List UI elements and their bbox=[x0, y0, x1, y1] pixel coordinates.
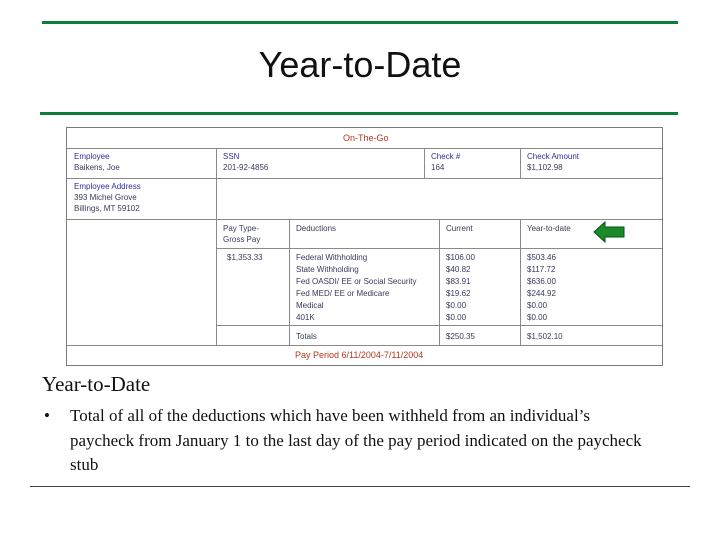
deduction-current: $106.00 bbox=[446, 253, 475, 262]
title-underline-rule bbox=[40, 112, 678, 115]
bullet-icon: • bbox=[44, 406, 50, 425]
deduction-current: $0.00 bbox=[446, 301, 467, 310]
stub-line bbox=[67, 148, 662, 149]
stub-line bbox=[520, 148, 521, 178]
employee-value: Baikens, Joe bbox=[74, 163, 120, 172]
deduction-current: $19.62 bbox=[446, 289, 471, 298]
bottom-rule bbox=[30, 486, 690, 487]
ssn-value: 201-92-4856 bbox=[223, 163, 269, 172]
stub-line bbox=[289, 219, 290, 345]
deduction-name: Federal Withholding bbox=[296, 253, 368, 262]
ssn-label: SSN bbox=[223, 152, 240, 161]
deduction-current: $83.91 bbox=[446, 277, 471, 286]
current-label: Current bbox=[446, 224, 473, 233]
deduction-name: Fed OASDI/ EE or Social Security bbox=[296, 277, 417, 286]
stub-line bbox=[216, 148, 217, 178]
stub-line bbox=[67, 345, 662, 346]
stub-line bbox=[216, 178, 217, 345]
page-title: Year-to-Date bbox=[258, 44, 462, 85]
pay-period: Pay Period 6/11/2004-7/11/2004 bbox=[295, 350, 424, 360]
deduction-current: $40.82 bbox=[446, 265, 471, 274]
check-number-value: 164 bbox=[431, 163, 445, 172]
gross-pay-value: $1,353.33 bbox=[227, 253, 263, 262]
totals-current: $250.35 bbox=[446, 332, 475, 341]
totals-label: Totals bbox=[296, 332, 317, 341]
arrow-left-icon bbox=[592, 220, 626, 244]
totals-ytd: $1,502.10 bbox=[527, 332, 563, 341]
stub-line bbox=[67, 178, 662, 179]
stub-line bbox=[439, 219, 440, 345]
address-line-1: 393 Michel Grove bbox=[74, 193, 137, 202]
address-label: Employee Address bbox=[74, 182, 141, 191]
deductions-label: Deductions bbox=[296, 224, 337, 233]
deduction-current: $0.00 bbox=[446, 313, 467, 322]
check-number-label: Check # bbox=[431, 152, 461, 161]
section-heading: Year-to-Date bbox=[42, 372, 151, 396]
deduction-ytd: $117.72 bbox=[527, 265, 556, 274]
deduction-name: 401K bbox=[296, 313, 315, 322]
deduction-ytd: $244.92 bbox=[527, 289, 556, 298]
deduction-ytd: $503.46 bbox=[527, 253, 556, 262]
address-line-2: Billings, MT 59102 bbox=[74, 204, 140, 213]
deduction-name: Medical bbox=[296, 301, 324, 310]
company-name: On-The-Go bbox=[343, 133, 389, 143]
ytd-label: Year-to-date bbox=[527, 224, 571, 233]
bullet-text: Total of all of the deductions which have been withheld from an individual’s paycheck from January 1 to the last day of the pay period indicated on the paycheck stub bbox=[70, 406, 642, 474]
stub-line bbox=[520, 219, 521, 345]
pay-type-label: Pay Type- bbox=[223, 224, 259, 233]
gross-pay-label: Gross Pay bbox=[223, 235, 261, 244]
deduction-name: Fed MED/ EE or Medicare bbox=[296, 289, 390, 298]
deduction-name: State Withholding bbox=[296, 265, 359, 274]
paycheck-stub bbox=[66, 127, 663, 366]
check-amount-value: $1,102.98 bbox=[527, 163, 563, 172]
employee-label: Employee bbox=[74, 152, 110, 161]
stub-line bbox=[67, 219, 662, 220]
deduction-ytd: $636.00 bbox=[527, 277, 556, 286]
deduction-ytd: $0.00 bbox=[527, 313, 548, 322]
top-rule bbox=[42, 21, 678, 24]
stub-line bbox=[424, 148, 425, 178]
deduction-ytd: $0.00 bbox=[527, 301, 548, 310]
check-amount-label: Check Amount bbox=[527, 152, 580, 161]
